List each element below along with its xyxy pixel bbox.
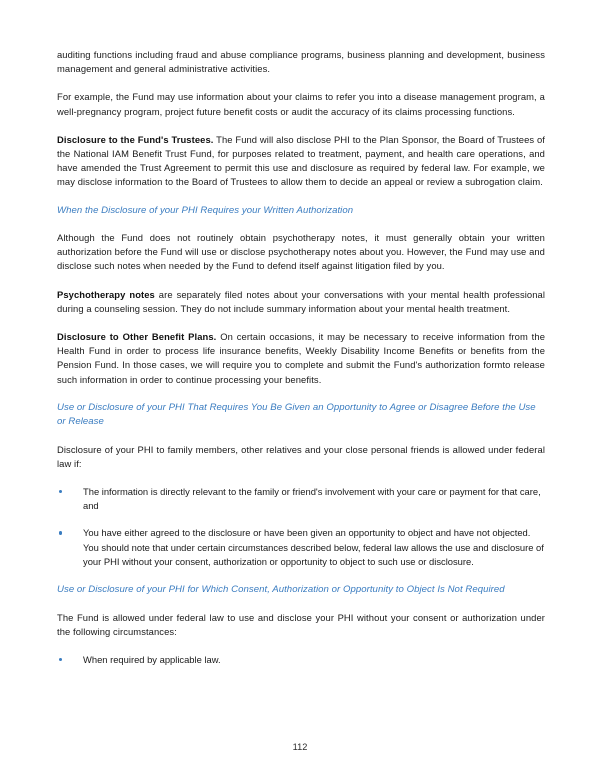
list-agree-disagree-conditions: [57, 485, 545, 569]
paragraph-fund-allowed-federal-law-text: The Fund is allowed under federal law to use and disclose your PHI without your consent or authorization under the following circumstances:: [57, 611, 545, 637]
paragraph-auditing-functions: [57, 48, 545, 76]
heading-opportunity-to-agree: Use or Disclosure of your PHI That Requires You Be Given an Opportunity to Agree or Disagree Before the Use or Release: [57, 401, 536, 428]
list-item: [57, 653, 545, 667]
heading-written-authorization: When the Disclosure of your PHI Requires your Written Authorization: [57, 204, 354, 216]
paragraph-disclosure-trustees-text: The Fund will also disclose PHI to the Plan Sponsor, the Board of Trustees of the National IAM Benefit Trust Fund, for purposes related to treatment, payment, and health care operations, and have amended the Trust Agreement to permit this use and disclosure as required by federal law. For example, we may disclose information to the Board of Trustees to allow them to decide an appeal or review a subrogation claim.: [57, 133, 545, 188]
paragraph-for-example-fund: [57, 90, 545, 118]
bullet-dot-icon: [59, 531, 62, 534]
bullet-dot-icon: [59, 490, 62, 493]
paragraph-disclosure-family-members: [57, 443, 545, 471]
heading-consent-not-required: Use or Disclosure of your PHI for Which Consent, Authorization or Opportunity to Object Is Not Required: [57, 584, 505, 596]
list-item: [57, 526, 545, 569]
page-content-area: [57, 48, 545, 681]
paragraph-disclosure-other-benefit-plans: [57, 330, 545, 387]
list-item: [57, 485, 545, 513]
paragraph-auditing-functions-text: auditing functions including fraud and abuse compliance programs, business planning and development, business management and general administrative activities.: [57, 49, 545, 75]
bullet-dot-icon: [59, 658, 62, 661]
paragraph-although-fund-psychotherapy-text: Although the Fund does not routinely obtain psychotherapy notes, it must generally obtain your written authorization before the Fund will use or disclose psychotherapy notes about you. However, the Fund may use and disclose such notes when needed by the Fund to defend itself against litigation filed by you.: [57, 232, 545, 272]
paragraph-fund-allowed-federal-law: [57, 611, 545, 639]
paragraph-although-fund-psychotherapy: [57, 231, 545, 274]
list-item-text: The information is directly relevant to the family or friend's involvement with your care or payment for that care, and: [83, 486, 541, 512]
paragraph-disclosure-family-members-text: Disclosure of your PHI to family members, other relatives and your close personal friends is allowed under federal law if:: [57, 443, 545, 469]
paragraph-disclosure-other-benefit-plans-lead-in: Disclosure to Other Benefit Plans.: [57, 331, 217, 343]
paragraph-disclosure-trustees-lead-in: Disclosure to the Fund's Trustees.: [57, 133, 214, 145]
list-item-text: When required by applicable law.: [83, 653, 221, 665]
list-item-text: You have either agreed to the disclosure or have been given an opportunity to object and have not objected. You should note that under certain circumstances described below, federal law allows the use and disclosure of your PHI without your consent, authorization or opportunity to object to such use or disclosure.: [83, 527, 544, 567]
page-number: 112: [292, 742, 308, 752]
list-no-consent-circumstances: [57, 653, 545, 667]
paragraph-disclosure-other-benefit-plans-text: On certain occasions, it may be necessary to receive information from the Health Fund in order to process life insurance benefits, Weekly Disability Income Benefits or benefits from the Pension Fund. In those cases, we will require you to complete and submit the Fund's authorization formto release such information in order to continue processing your benefits.: [57, 331, 545, 385]
paragraph-psychotherapy-notes-definition-text: are separately filed notes about your conversations with your mental health professional during a counseling session. They do not include summary information about your mental health treatment.: [57, 288, 545, 314]
paragraph-disclosure-trustees: [57, 133, 545, 190]
paragraph-for-example-fund-text: For example, the Fund may use information about your claims to refer you into a disease management program, a well-pregnancy program, project future benefit costs or audit the accuracy of its claims processing functions.: [57, 91, 545, 117]
paragraph-psychotherapy-notes-definition-lead-in: Psychotherapy notes: [57, 288, 155, 300]
paragraph-psychotherapy-notes-definition: [57, 288, 545, 316]
